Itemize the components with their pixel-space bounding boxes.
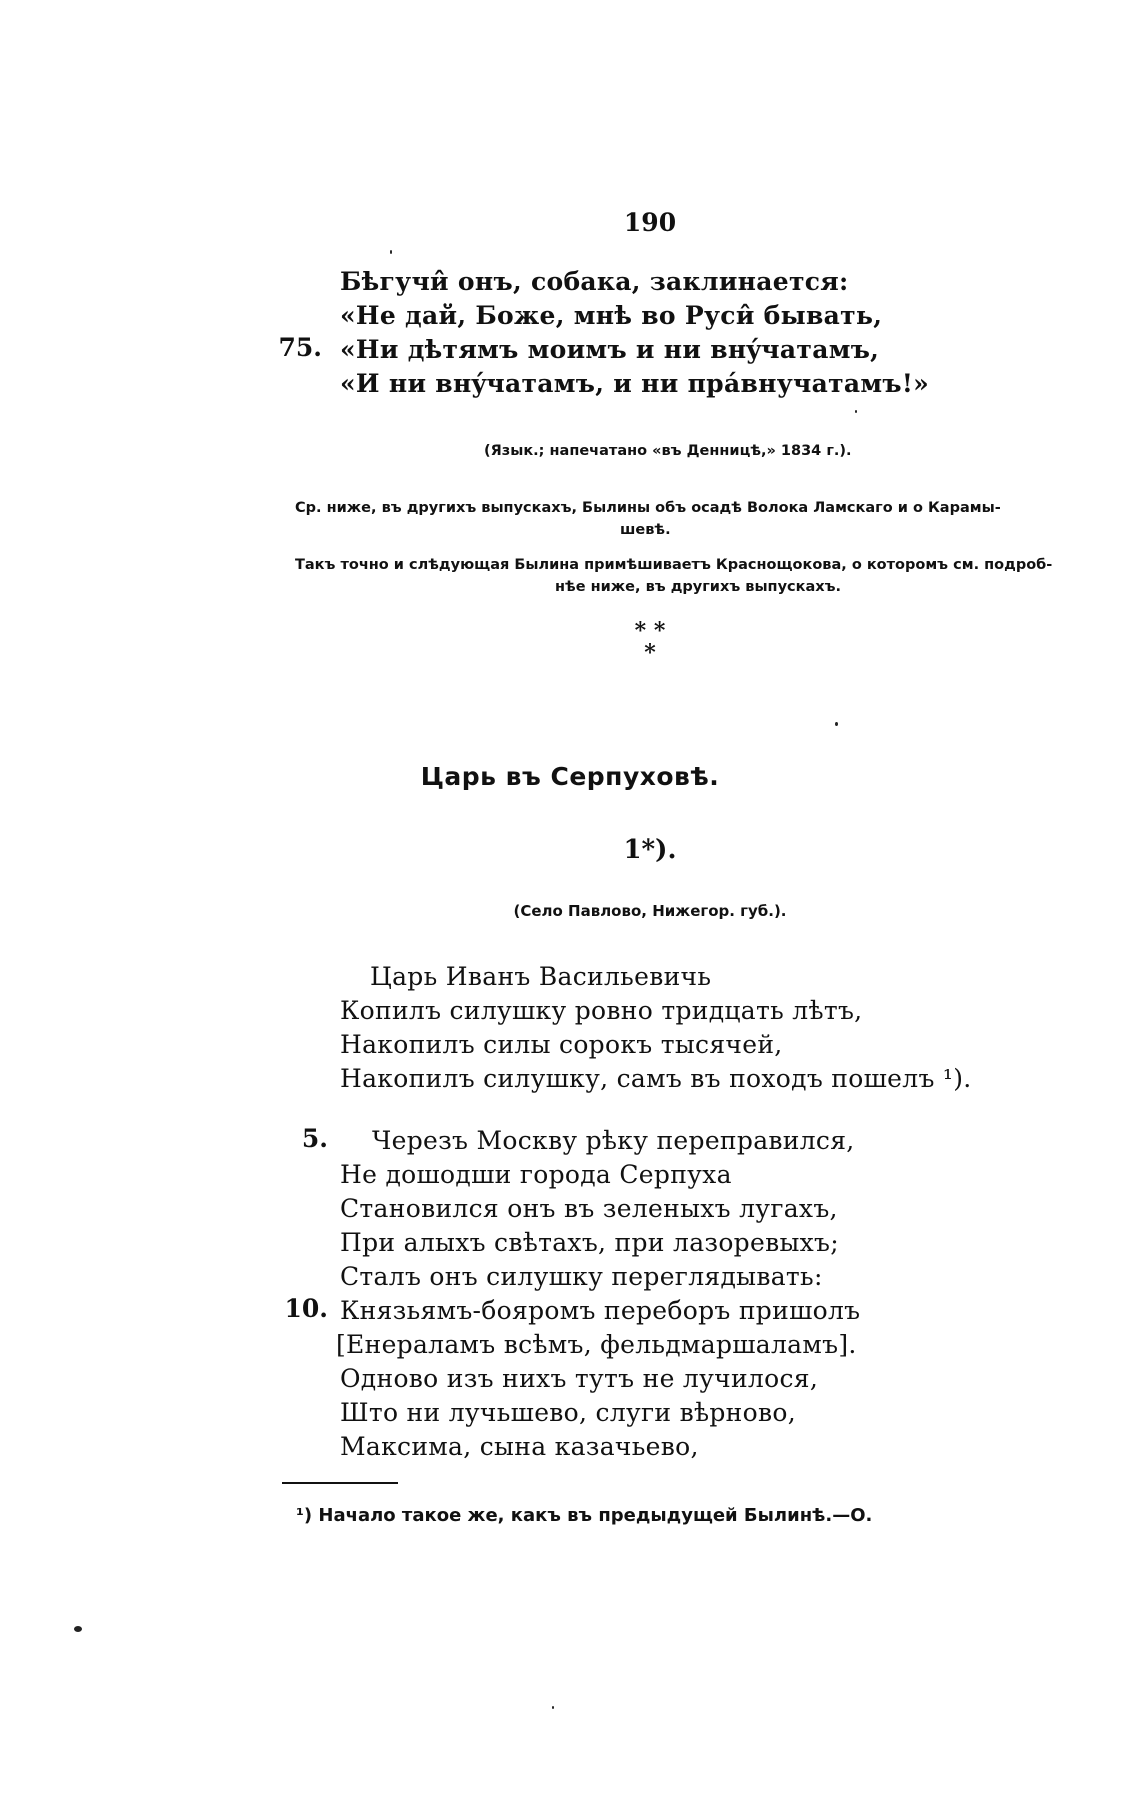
asterism (0, 620, 1140, 664)
verse-line: Накопилъ силы сорокъ тысячей, (340, 1030, 783, 1059)
poem-number: 1*). (623, 835, 677, 865)
verse-line: «Ни дѣтямъ моимъ и ни внýчатамъ, (340, 335, 880, 364)
section-title: Царь въ Серпуховѣ. (420, 762, 720, 791)
verse-line: Што ни лучьшево, слуги вѣрново, (340, 1398, 796, 1427)
verse-line: Бѣгучи̂ онъ, собака, заклинается: (340, 267, 849, 296)
verse-line: Черезъ Москву рѣку переправился, (372, 1126, 855, 1155)
footnote: ¹) Начало такое же, какъ въ предыдущей Былинѣ.—О. (296, 1505, 873, 1526)
asterism-bottom: * (644, 640, 656, 666)
scan-speck (74, 1626, 82, 1632)
note-line: шевѣ. (620, 522, 671, 538)
line-number: 75. (278, 333, 322, 362)
note-line: Такъ точно и слѣдующая Былина примѣшиваетъ Краснощокова, о которомъ см. подроб- (295, 557, 1053, 573)
verse-line: Становился онъ въ зеленыхъ лугахъ, (340, 1194, 838, 1223)
scan-speck (835, 722, 838, 726)
verse-line: «Не дай, Боже, мнѣ во Руси̂ бывать, (340, 301, 883, 330)
note-line: нѣе ниже, въ другихъ выпускахъ. (555, 579, 841, 595)
asterism-top: * * (634, 618, 666, 644)
verse-line: Сталъ онъ силушку переглядывать: (340, 1262, 823, 1291)
note-line: Ср. ниже, въ другихъ выпускахъ, Былины объ осадѣ Волока Ламскаго и о Карамы- (295, 500, 1001, 516)
verse-line: Максима, сына казачьево, (340, 1432, 699, 1461)
verse-line: Одново изъ нихъ тутъ не лучилося, (340, 1364, 819, 1393)
source-note: (Село Павлово, Нижегор. губ.). (513, 902, 787, 920)
citation: (Язык.; напечатано «въ Денницѣ,» 1834 г.). (484, 443, 852, 459)
line-number: 5. (301, 1124, 328, 1153)
verse-line: [Енераламъ всѣмъ, фельдмаршаламъ]. (336, 1330, 857, 1359)
footnote-rule (282, 1482, 398, 1484)
verse-line: При алыхъ свѣтахъ, при лазоревыхъ; (340, 1228, 839, 1257)
scan-speck (855, 410, 857, 413)
line-number: 10. (284, 1294, 328, 1323)
scan-speck (552, 1706, 554, 1709)
verse-line: Царь Иванъ Васильевичь (370, 962, 712, 991)
verse-line: Князьямъ-бояромъ переборъ пришолъ (340, 1296, 861, 1325)
scan-speck (390, 250, 392, 254)
verse-line: «И ни внýчатамъ, и ни прáвнучатамъ!» (340, 369, 930, 398)
verse-line: Накопилъ силушку, самъ въ походъ пошелъ ¹). (340, 1064, 972, 1093)
verse-line: Копилъ силушку ровно тридцать лѣтъ, (340, 996, 863, 1025)
page-number: 190 (623, 208, 677, 237)
verse-line: Не дошодши города Серпуха (340, 1160, 732, 1189)
